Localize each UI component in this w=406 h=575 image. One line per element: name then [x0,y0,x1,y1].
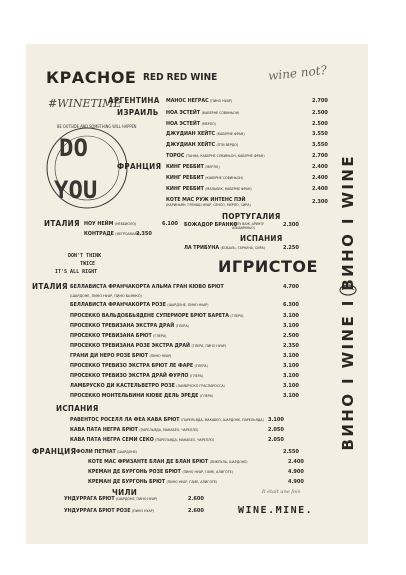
wine-note: (АНТУ ВАЖ, АРИНТУ АЛЬВАРИНЬО) [232,222,264,230]
wine-price: 4.700 [283,284,299,290]
wine-item: НОА ЭСТЕЙТ (МЕРЛО) [166,121,216,127]
wine-item: МАНОС НЕГРАС (ПИНО НУАР) [166,98,233,104]
wine-price: 2.350 [283,343,299,349]
wine-item: КИНГ РЕББИТ (КАБЕРНЕ СОВИНЬОН) [166,175,244,181]
country-israel: ИЗРАИЛЬ [117,108,159,117]
wine-item: НОА ЭСТЕЙТ (КАБЕРНЕ СОВИНЬОН) [166,110,240,116]
wine-price: 2.500 [312,121,328,127]
wine-price: 2.050 [268,427,284,433]
wine-item: ПРОСЕККО ТРЕВИЗАНА РОЗЕ ЭКСТРА ДРАЙ (ГЛЕРА, ПИНО НУАР) [70,343,227,349]
wine-item: ПРОСЕККО ТРЕВИЗАНА БРЮТ (ГЛЕРА) [70,333,167,339]
wine-price: 2.400 [288,459,304,465]
wine-price: 2.050 [268,437,284,443]
wine-price: 2.600 [188,496,204,502]
wine-price: 2.400 [312,186,328,192]
wine-item: ПРОСЕККО ВАЛЬДОББЬЯДЕНЕ СУПЕРИОРЕ БРЮТ БАРЕТА (ГЛЕРА) [70,313,244,319]
wine-price: 3.100 [283,313,299,319]
section-title-sparkling: ИГРИСТОЕ [218,257,318,276]
wine-item: ДЖУДИАН ХЕЙТС (ПТИ ВЕРДО) [166,142,239,148]
badge-ring-text: BE OUTSIDE AND SOMETHING WILL HAPPEN [57,124,137,129]
wine-price: 3.100 [283,393,299,399]
wine-price: 2.250 [283,245,299,251]
wine-item: ПРОСЕККО ТРЕВИЗО ЭКСТРА ДРАЙ ФУРЛО (ГЛЕРА) [70,373,204,379]
wine-not-script: wine not? [267,62,328,84]
wine-price: 3.100 [283,353,299,359]
wine-price: 2.300 [312,199,328,205]
wine-price: 3.100 [283,363,299,369]
wine-item: БЕЛЛАВИСТА ФРАНЧАКОРТА АЛЬМА ГРАН КЮВО БРЮТ [70,284,224,290]
wine-item: НОУ НЕЙМ (НЕББИОЛО) [84,221,137,227]
wine-item: КИНГ РЕББИТ (МЕРЛО) [166,164,220,170]
wine-price: 2.500 [312,110,328,116]
wine-note: (КАРИНЬЯН, ГРЕНАШ НУАР, СЕНСО, МЕРЛО, СИРА) [166,203,251,207]
country-france-sparkling: ФРАНЦИЯ [32,447,77,456]
wine-glass-swirl-icon [337,283,359,297]
country-portugal: ПОРТУГАЛИЯ [222,212,281,221]
country-argentina: АРГЕНТИНА [108,96,160,105]
wine-note: (ШАРДОНЕ, ПИНО НУАР, ПИНО БЬЯНКО) [70,293,142,298]
wine-item: ТОРОС (ТАННА, КАБЕРНЕ СОВИНЬОН, КАБЕРНЕ ФРАН) [166,153,265,159]
wine-price: 2.550 [283,449,299,455]
country-italy: ИТАЛИЯ [44,219,80,228]
wine-price: 2.350 [136,231,152,237]
wine-price: 3.550 [312,142,328,148]
wine-item: ДЖУДИАН ХЕЙТС (КАБЕРНЕ ФРАН) [166,131,245,137]
side-vertical-label: ВИНО I WINE I ВИНО I WINE [339,153,357,451]
country-italy-sparkling: ИТАЛИЯ [32,282,68,291]
wine-item: КОНТРАДЕ (НЕГРОАМАРО) [84,231,141,237]
hashtag-winetime: #WINETIME [48,97,122,110]
wine-price: 2.700 [312,153,328,159]
wine-item: ФОЛИ ПЕТНАТ (ШАРДОНЕ) [76,449,137,455]
wine-item: ЛА ТРИБУНА (БОБАЛЬ, ГАРНАЧА, СИРА) [184,245,266,251]
wine-price: 2.700 [312,98,328,104]
country-chile: ЧИЛИ [112,488,138,497]
wine-price: 2.400 [312,175,328,181]
wine-mine-tag: WINE.MINE. [238,505,314,516]
country-spain-sparkling: ИСПАНИЯ [56,404,99,413]
wine-item: РАВЕНТОС РОСЕЛЛ ЛА ФЕА КАВА БРЮТ (ПАРЕЛЬЯДА, МАКАБЕО, ШАРДОНЕ, ПАРЕЛЬЯДА) [70,417,264,423]
wine-item: ПРОСЕККО ТРЕВИЗО ЭКСТРА БРЮТ ЛЕ ФАРЕ (ГЛЕРА) [70,363,208,369]
wine-item: ПРОСЕККО ТРЕВИЗАНА ЭКСТРА ДРАЙ (ГЛЕРА) [70,323,189,329]
wine-price: 3.550 [312,131,328,137]
you-text: YOU [54,176,98,204]
wine-item: КОТЕ МАС ФРИЗАНТЕ БЛАН ДЕ БЛАН БРЮТ (ПИКПУЛЬ, ШАРДОНЕ) [88,459,248,465]
wine-item: КИНГ РЕББИТ (МАЛЬБЕК, КАБЕРНЕ ФРАН) [166,186,252,192]
wine-item: КАВА ПАТА НЕГРА СЕМИ СЕКО (ПАРЕЛЬЯДА, МАКАБЕО, ЧАРЕЛЛО) [70,437,215,443]
wine-item: БЕЛЛАВИСТА ФРАНЧАКОРТА РОЗЕ (ШАРДОНЕ, ПИНО НУАР) [70,302,209,308]
dont-think-line-1: DON'T THINK [68,253,102,259]
wine-item: КРЕМАН ДЕ БУРГОНЬ РОЗЕ БРЮТ (ПИНО НУАР, ГАМЕ, АЛИГОТЕ) [88,469,233,475]
wine-item: БОЖАДОР БРАНКО [184,222,238,228]
wine-item: ЛАМБРУСКО ДИ КАСТЕЛЬВЕТРО РОЗЕ (ЛАМБРУСКО ГРАСПАРОССА) [70,383,225,389]
wine-price: 2.300 [283,222,299,228]
wine-item: КАВА ПАТА НЕГРА БРЮТ (ПАРЕЛЬЯДА, МАКАБЕО, ЧАРЕЛЛО) [70,427,199,433]
section-title-red: КРАСНОЕ [46,68,137,87]
wine-item: УНДУРРАГА БРЮТ (ШАРДОНЕ, ПИНО НУАР) [64,496,158,502]
wine-item: УНДУРРАГА БРЮТ РОЗЕ (ПИНО НУАР) [64,508,154,514]
wine-item: КРЕМАН ДЕ БУРГОНЬ БРЮТ (ПИНО НУАР, ГАМЕ, АЛИГОТЕ) [88,479,218,485]
wine-item: ГРАНИ ДИ НЕРО РОЗЕ БРЮТ (ПИНО НУАР) [70,353,172,359]
wine-price: 2.600 [188,508,204,514]
wine-price: 2.400 [312,164,328,170]
country-france: ФРАНЦИЯ [117,162,162,171]
wine-price: 2.500 [283,333,299,339]
wine-price: 3.100 [268,417,284,423]
do-text: DO [59,134,88,162]
country-spain: ИСПАНИЯ [240,234,283,243]
wine-price: 3.100 [283,373,299,379]
wine-price: 3.100 [283,323,299,329]
wine-price: 4.900 [288,479,304,485]
dont-think-line-2: TWICE [80,261,96,267]
wine-price: 4.900 [288,469,304,475]
section-subtitle-red: RED RED WINE [143,72,218,83]
wine-item: КОТЕ МАС РУЖ ИНТЕНС ПЭЙ [166,197,246,203]
signature-script: Il était une fois [262,489,301,495]
wine-price: 6.300 [283,302,299,308]
wine-price: 3.100 [283,383,299,389]
wine-item: ПРОСЕККО МОНТЕЛЬВИНИ КЮВЕ ДЕЛЬ ЭРЕДЕ (ГЛЕРА) [70,393,214,399]
wine-price: 6.100 [162,221,178,227]
dont-think-line-3: IT'S ALL RIGHT [55,269,98,275]
